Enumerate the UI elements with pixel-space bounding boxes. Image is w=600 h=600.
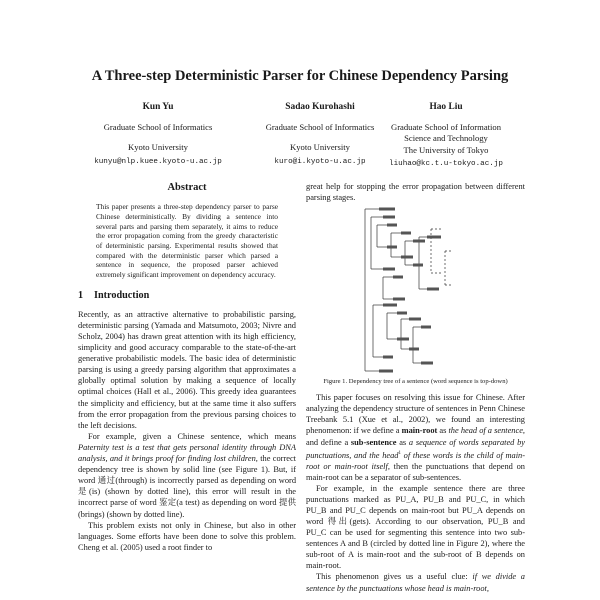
author-affiliation: Graduate School of Informatics	[103, 121, 213, 132]
author-email: kunyu@nlp.kuee.kyoto-u.ac.jp	[94, 157, 222, 166]
footnote-marker: 1	[398, 450, 401, 456]
text: , the correct dependency tree is shown by solid line (see Figure 1). But, if word	[78, 454, 296, 486]
abstract-heading: Abstract	[167, 182, 207, 193]
term: main-root	[401, 426, 438, 436]
text: (through) is incorrectly parsed as depending on word	[115, 476, 297, 486]
example-translation: Paternity test is a test that gets personal identity through DNA analysis, and it brings proof for finding lost children	[78, 442, 296, 464]
paper-title: A Three-step Deterministic Parser for Chinese Dependency Parsing	[91, 68, 509, 84]
definition: of these words is the child of main-root or main-root itself	[306, 450, 525, 471]
section-heading	[78, 290, 296, 301]
text: , then the punctuations that depend on main-root can be a separator of sub-sentences.	[306, 461, 525, 482]
text: (brings) (shown by dotted line).	[78, 509, 185, 519]
chinese-word: 鉴定	[159, 498, 177, 508]
intro-paragraph-2	[78, 431, 296, 520]
text: as	[396, 437, 409, 447]
chinese-word: 提供	[278, 498, 296, 508]
text: For example, given a Chinese sentence, which means	[88, 431, 296, 441]
author-block-3	[356, 102, 536, 171]
intro-paragraph-3: This problem exists not only in Chinese, but also in other languages. Some efforts have been done to solve this problem. Cheng et al. (2005) used a root finder to	[78, 520, 296, 552]
intro-paragraph-1: Recently, as an attractive alternative to probabilistic parsing, deterministic parsing (Yamada and Matsumoto, 2003; Nivre and Scholz, 2004) has drawn great attention with its high efficiency, simplicity and good accuracy comparable to the state-of-the-art generative probabilistic models. The basic idea of deterministic parsing is using a greedy parsing algorithm that approximates a globally optimal solution by making a sequence of locally optimal choices (Hall et al., 2006). This greedy idea guarantees the simplicity and efficiency, but at the same time it also suffers from the error propagation from the previous parsing choices to the left decisions.	[78, 309, 296, 430]
figure-caption: Figure 1. Dependency tree of a sentence (word sequence is top-down)	[323, 378, 508, 386]
right-paragraph-2: For example, in the example sentence there are three punctuations marked as PU_A, PU_B and PU_C, in which PU_B and PU_C depends on main-root but PU_A depends on word 得出(gets). According to our observation, PU_B and PU_C can be used for segmenting this sentence into two sub-sentences A and B (circled by dotted line in Figure 2), where the sub-root of A is main-root and the sub-root of B depends on main-root.	[306, 483, 525, 571]
right-paragraph-1	[306, 392, 525, 483]
author-email: liuhao@kc.t.u-tokyo.ac.jp	[389, 160, 503, 168]
definition: a sequence of words separated by punctuations, and the head	[306, 437, 525, 460]
author-name: Sadao Kurohashi	[285, 102, 355, 112]
clue-text: if we divide a sentence by the punctuations whose head is main-root,	[306, 572, 525, 593]
author-email: kuro@i.kyoto-u.ac.jp	[274, 157, 366, 166]
chinese-word: 是	[78, 487, 90, 497]
dependency-tree-figure	[361, 207, 471, 375]
figure-1	[306, 203, 525, 375]
right-column	[306, 181, 525, 594]
author-affiliation: Graduate School of Information	[390, 121, 501, 132]
author-block-1	[68, 102, 248, 168]
left-column	[78, 182, 296, 553]
text: , and define a	[306, 426, 526, 447]
text: (a test) as depending on word	[176, 498, 279, 508]
definition: the head of a sentence	[448, 426, 523, 436]
term: sub-sentence	[350, 437, 397, 447]
text: This phenomenon gives us a useful clue:	[316, 572, 473, 582]
chinese-word: 通过	[97, 476, 116, 486]
right-paragraph-3	[306, 571, 525, 593]
author-name: Hao Liu	[429, 102, 463, 112]
author-university: Kyoto University	[290, 142, 350, 152]
section-title: Introduction	[94, 289, 150, 301]
author-name: Kun Yu	[142, 102, 174, 112]
text: as	[437, 426, 449, 436]
author-affiliation-line2: Science and Technology	[404, 133, 488, 143]
author-university: Kyoto University	[128, 142, 188, 152]
author-affiliation: Graduate School of Informatics	[265, 121, 375, 132]
author-university: The University of Tokyo	[403, 144, 489, 155]
text: This paper focuses on resolving this issue for Chinese. After analyzing the dependency structure of sentences in Penn Chinese Treebank 5.1 (Xue et al., 2002), we found an interesting phenomenon: if we define a	[306, 393, 525, 436]
abstract-text: This paper presents a three-step dependency parser to parse Chinese deterministically. By dividing a sentence into several parts and parsing them separately, it aims to reduce the error propagation coming from the greedy characteristic of deterministic parsing. Experimental results showed that compared with the deterministic parser which parsed a sentence in sequence, the proposed parser achieved extremely significant improvement on dependency accuracy.	[96, 202, 278, 280]
text: (is) (shown by dotted line), this error will result in the incorrect parse of word	[78, 487, 297, 508]
section-number: 1	[78, 289, 84, 301]
right-paragraph-0: great help for stopping the error propagation between different parsing stages.	[306, 182, 525, 203]
